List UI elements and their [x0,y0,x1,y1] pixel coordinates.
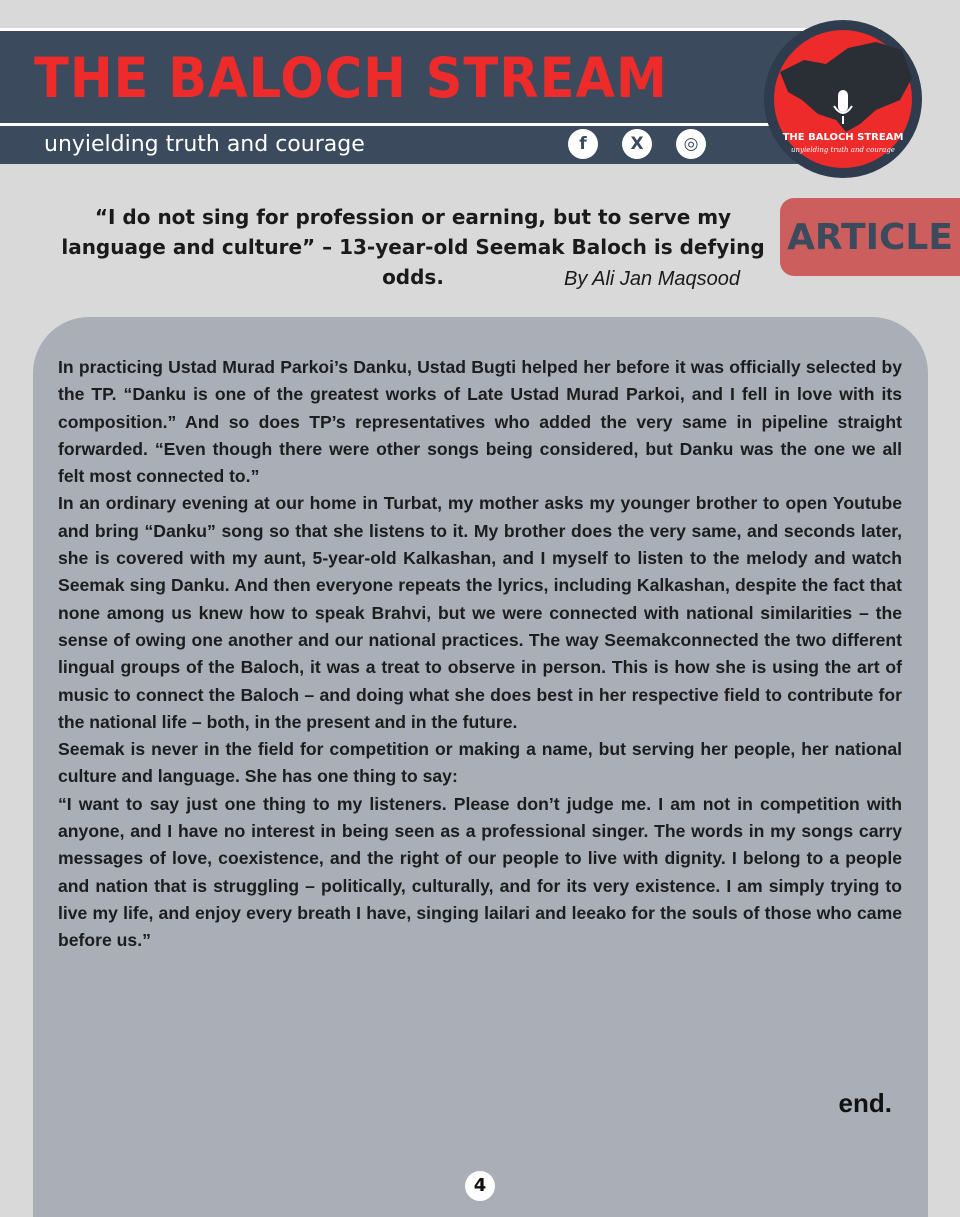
article-body [58,354,902,955]
x-icon[interactable]: X [622,129,652,159]
masthead-title: THE BALOCH STREAM [34,46,668,110]
page-number: 4 [465,1171,495,1201]
tagline: unyielding truth and courage [44,132,365,157]
paragraph: In practicing Ustad Murad Parkoi’s Danku, Ustad Bugti helped her before it was officially selected by the TP. “Danku is one of the greatest works of Late Ustad Murad Parkoi, and I fell in love with its composition.” And so does TP’s representatives who added the very same in pipeline straight forwarded. “Even though there were other songs being considered, but Danku was the one we all felt most connected to.” [58,357,902,487]
logo-name: THE BALOCH STREAM [782,132,904,143]
brand-logo [764,20,922,178]
end-label: end. [838,1088,892,1118]
microphone-icon [838,90,848,112]
paragraph: Seemak is never in the field for competition or making a name, but serving her people, her national culture and language. She has one thing to say: [58,739,902,787]
logo-map-emblem [764,20,922,178]
article-headline: “I do not sing for profession or earning, but to serve my language and culture” – 13-year-old Seemak Baloch is defying odds. [61,205,765,289]
paragraph: In an ordinary evening at our home in Turbat, my mother asks my younger brother to open Youtube and bring “Danku” song so that she listens to it. My brother does the very same, and seconds later, she is covered with my aunt, 5-year-old Kalkashan, and I myself to listen to the melody and watch Seemak sing Danku. And then everyone repeats the lyrics, including Kalkashan, despite the fact that none among us knew how to speak Brahvi, but we were connected with national similarities – the sense of owing one another and our national practices. The way Seemakconnected the two different lingual groups of the Baloch, it was a treat to observe in person. This is how she is using the art of music to connect the Baloch – and doing what she does best in her respective field to contribute for the national life – both, in the present and in the future. [58,493,902,732]
article-byline: By Ali Jan Maqsood [563,268,740,290]
article-badge: ARTICLE [780,198,960,276]
instagram-icon[interactable]: ◎ [676,129,706,159]
paragraph: “I want to say just one thing to my listeners. Please don’t judge me. I am not in competition with anyone, and I have no interest in being seen as a professional singer. The words in my songs carry messages of love, coexistence, and the right of our people to live with dignity. I belong to a people and nation that is struggling – politically, culturally, and for its very existence. I am simply trying to live my life, and enjoy every breath I have, singing lailari and leeako for the souls of those who came before us.” [58,793,902,951]
logo-tagline: unyielding truth and courage [791,146,895,154]
facebook-icon[interactable]: f [568,129,598,159]
